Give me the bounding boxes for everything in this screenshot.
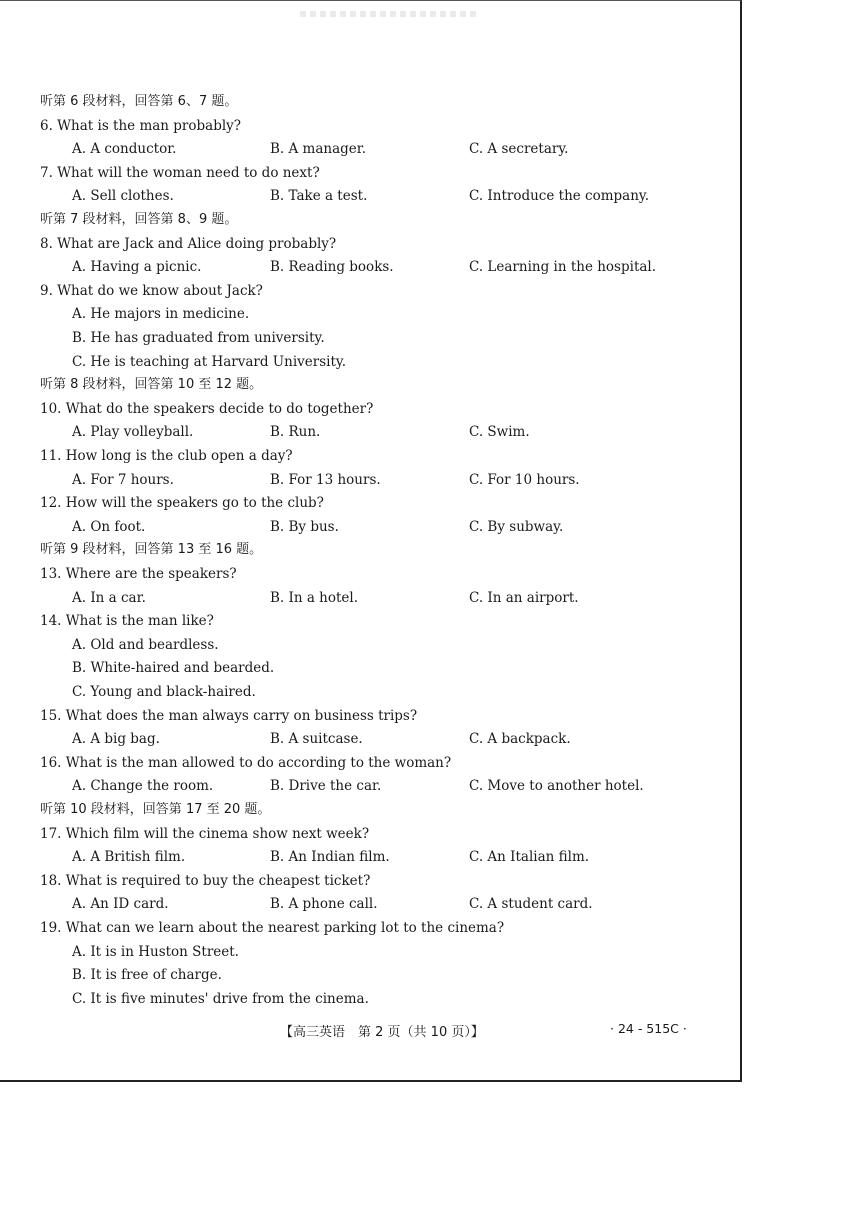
answer-option-a: A. In a car.	[72, 589, 146, 606]
question-text: 6. What is the man probably?	[40, 117, 242, 134]
section-heading: 听第 8 段材料，回答第 10 至 12 题。	[40, 377, 263, 393]
question-text: 19. What can we learn about the nearest parking lot to the cinema?	[40, 920, 505, 936]
section-heading: 听第 7 段材料，回答第 8、9 题。	[40, 212, 238, 227]
answer-option-a: A. For 7 hours.	[72, 471, 174, 488]
answer-option-b: B. Take a test.	[270, 188, 368, 205]
question-text: 13. Where are the speakers?	[40, 566, 237, 582]
question-text: 9. What do we know about Jack?	[40, 282, 263, 299]
answer-option-b: B. By bus.	[270, 518, 339, 535]
question-text: 14. What is the man like?	[40, 613, 214, 630]
answer-option-b: B. A manager.	[270, 141, 367, 158]
answer-option: A. He majors in medicine.	[72, 306, 250, 323]
answer-option-c: C. Learning in the hospital.	[469, 259, 657, 276]
answer-option-b: B. Reading books.	[270, 259, 394, 276]
answer-option-a: A. Sell clothes.	[72, 188, 174, 205]
answer-option-b: B. Run.	[270, 424, 321, 441]
question-text: 15. What does the man always carry on business trips?	[40, 707, 418, 724]
answer-option: C. Young and black-haired.	[72, 684, 256, 700]
page-footer-code: · 24 - 515C ·	[610, 1021, 687, 1036]
question-text: 7. What will the woman need to do next?	[40, 164, 320, 181]
answer-option: B. It is free of charge.	[72, 967, 222, 984]
answer-option: C. It is five minutes' drive from the cinema.	[72, 990, 369, 1007]
answer-option-a: A. Play volleyball.	[72, 424, 194, 441]
section-heading: 听第 9 段材料，回答第 13 至 16 题。	[40, 542, 263, 558]
section-heading: 听第 6 段材料，回答第 6、7 题。	[40, 94, 238, 109]
answer-option-a: A. A British film.	[72, 849, 186, 866]
answer-option-c: C. A backpack.	[469, 731, 571, 748]
question-text: 16. What is the man allowed to do according to the woman?	[40, 754, 452, 771]
question-text: 11. How long is the club open a day?	[40, 448, 293, 464]
question-text: 12. How will the speakers go to the club?	[40, 495, 324, 512]
answer-option-b: B. An Indian film.	[270, 849, 390, 866]
answer-option-b: B. Drive the car.	[270, 778, 382, 795]
answer-option-c: C. Swim.	[469, 424, 530, 441]
answer-option-b: B. In a hotel.	[270, 589, 359, 606]
answer-option-c: C. For 10 hours.	[469, 471, 580, 488]
answer-option-a: A. On foot.	[72, 518, 146, 535]
answer-option: B. He has graduated from university.	[72, 330, 325, 346]
page-footer-title: 【高三英语 第 2 页（共 10 页）】	[280, 1025, 484, 1040]
answer-option-a: A. An ID card.	[72, 896, 169, 913]
scan-artifact	[300, 11, 480, 17]
question-text: 8. What are Jack and Alice doing probably?	[40, 235, 337, 252]
answer-option-c: C. By subway.	[469, 518, 564, 535]
question-text: 18. What is required to buy the cheapest ticket?	[40, 872, 371, 889]
answer-option: A. Old and beardless.	[72, 636, 219, 653]
answer-option-a: A. Having a picnic.	[72, 259, 202, 276]
section-heading: 听第 10 段材料，回答第 17 至 20 题。	[40, 802, 271, 817]
answer-option-c: C. Introduce the company.	[469, 188, 650, 205]
answer-option: A. It is in Huston Street.	[72, 943, 239, 960]
answer-option: C. He is teaching at Harvard University.	[72, 353, 347, 370]
answer-option: B. White-haired and bearded.	[72, 660, 275, 677]
answer-option-b: B. A phone call.	[270, 896, 378, 913]
answer-option-a: A. A conductor.	[72, 141, 177, 158]
question-text: 10. What do the speakers decide to do together?	[40, 400, 374, 417]
answer-option-b: B. A suitcase.	[270, 731, 363, 748]
answer-option-a: A. Change the room.	[72, 778, 214, 795]
answer-option-c: C. Move to another hotel.	[469, 778, 644, 795]
answer-option-c: C. An Italian film.	[469, 849, 590, 866]
answer-option-c: C. In an airport.	[469, 589, 579, 606]
answer-option-c: C. A student card.	[469, 896, 593, 913]
question-text: 17. Which film will the cinema show next week?	[40, 825, 370, 842]
answer-option-a: A. A big bag.	[72, 731, 160, 748]
answer-option-b: B. For 13 hours.	[270, 471, 381, 488]
answer-option-c: C. A secretary.	[469, 141, 569, 158]
